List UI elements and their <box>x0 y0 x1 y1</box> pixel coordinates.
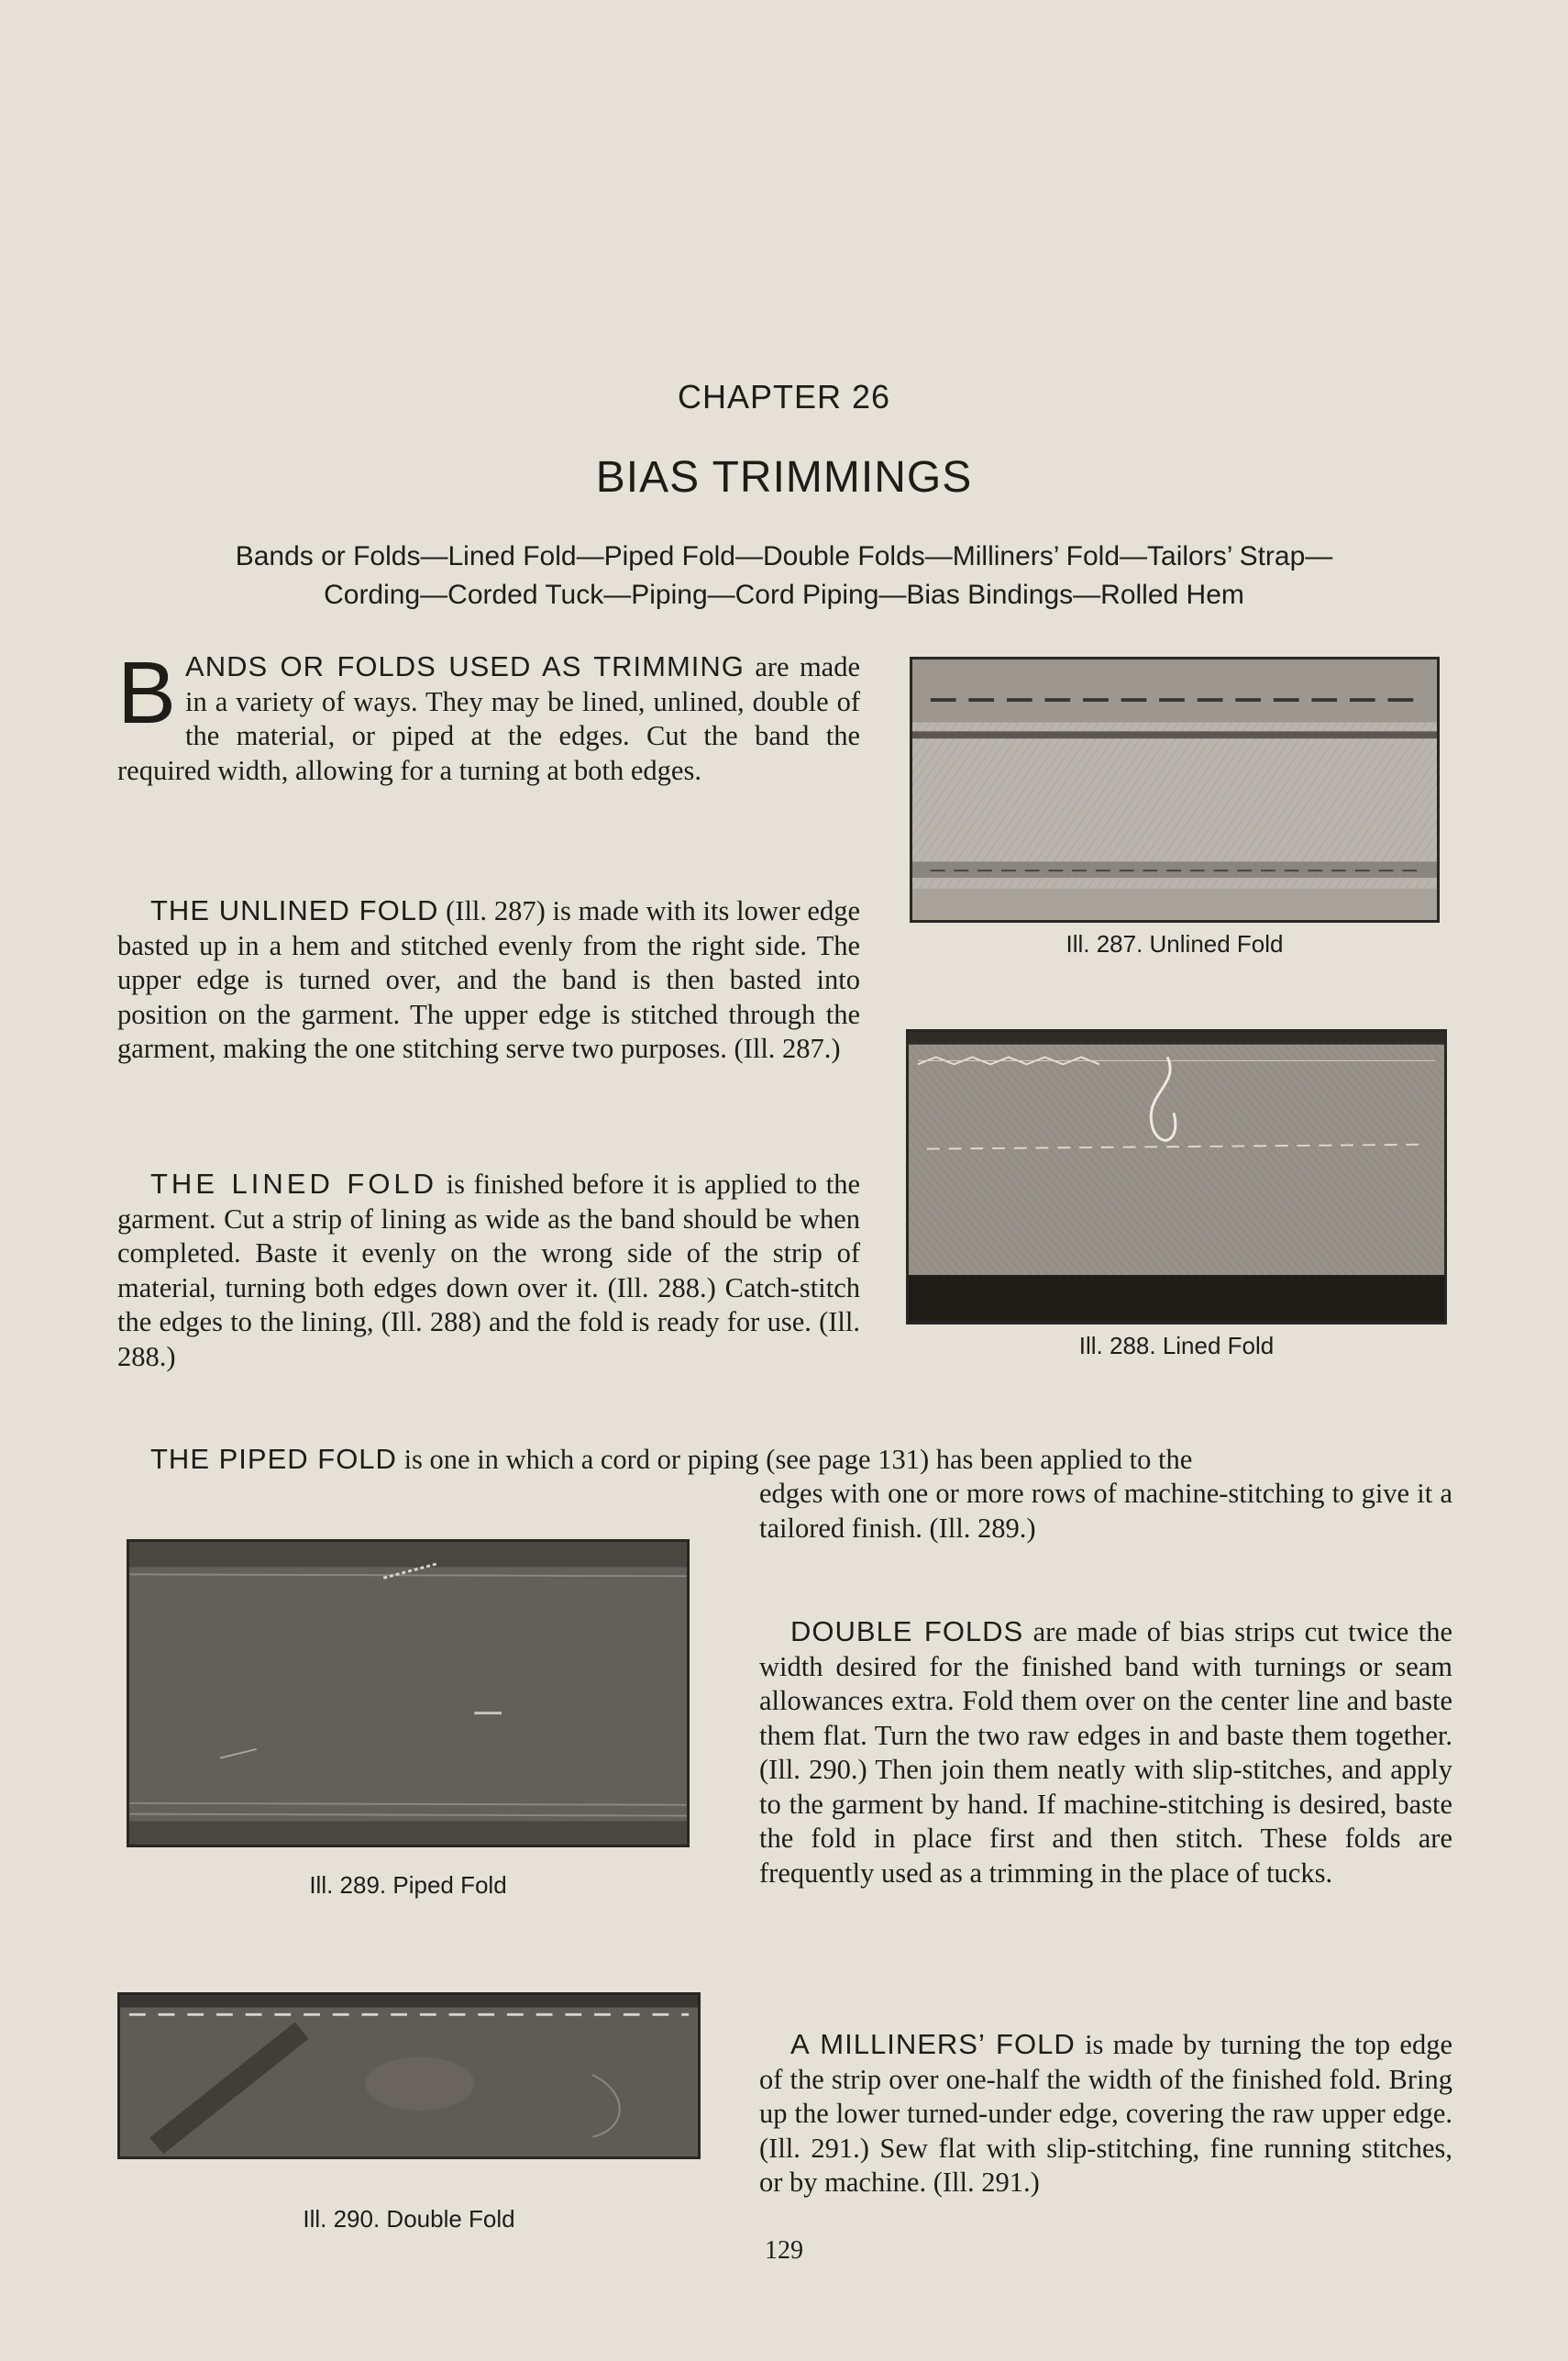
piped-paragraph-first-line <box>150 1442 1452 1478</box>
unlined-text: (Ill. 287) is made with its lower edge basted up in a hem and stitched evenly from the right side. The upper edge is turned over, and the band is then basted into position on the garment. The upper edge is stitched through the garment, making the one stitching serve two purposes. (Ill. 287.) <box>117 895 861 1064</box>
chapter-heading: CHAPTER 26 <box>677 378 891 416</box>
lined-text: is finished before it is applied to the garment. Cut a strip of lining as wide as the band should be when completed. Baste it evenly on the wrong side of the strip of material, turning both edges down over it. (Ill. 288.) Catch-stitch the edges to the lining, (Ill. 288) and the fold is ready for use. (Ill. 288.) <box>117 1169 860 1372</box>
bands-lead: ANDS OR FOLDS USED AS TRIMMING <box>185 650 745 682</box>
double-text: are made of bias strips cut twice the width desired for the finished band with turnings or seam allowances extra. Fold them over on the center line and baste them flat. Turn the two raw edges in and baste them together. (Ill. 290.) Then join them neatly with slip-stitches, and apply to the garment by hand. If machine-stitching is desired, baste the fold in place first and then stitch. These folds are frequently used as a trimming in the place of tucks. <box>759 1616 1452 1889</box>
ill-288-lined-fold-image <box>906 1029 1447 1325</box>
piped-text-first: is one in which a cord or piping (see page 131) has been applied to the <box>396 1444 1193 1475</box>
page-title: BIAS TRIMMINGS <box>595 453 973 502</box>
ill-288-caption: Ill. 288. Lined Fold <box>1078 1332 1275 1359</box>
unlined-lead: THE UNLINED FOLD <box>150 894 439 926</box>
page-number: 129 <box>765 2236 803 2265</box>
ill-290-caption: Ill. 290. Double Fold <box>303 2205 515 2233</box>
milliners-text: is made by turning the top edge of the strip over one-half the width of the finished fold. Bring up the lower turned-under edge, covering the raw upper edge. (Ill. 291.) Sew flat with slip-stitching, fine running stitches, or by machine. (Ill. 291.) <box>759 2029 1452 2198</box>
drop-cap: B <box>117 644 177 742</box>
ill-287-caption: Ill. 287. Unlined Fold <box>1066 930 1284 958</box>
subtitle-line-1: Bands or Folds—Lined Fold—Piped Fold—Double Folds—Milliners’ Fold—Tailors’ Strap— <box>235 541 1333 571</box>
piped-paragraph-rest: edges with one or more rows of machine-stitching to give it a tailored finish. (Ill. 289.) <box>759 1478 1452 1544</box>
ill-290-double-fold-image <box>117 1992 701 2159</box>
double-lead: DOUBLE FOLDS <box>790 1615 1024 1647</box>
ill-289-caption: Ill. 289. Piped Fold <box>309 1871 507 1899</box>
bands-text: are made in a variety of ways. They may be lined, unlined, double of the material, or piped at the edges. Cut the band the required width, allowing for a turning at both edges. <box>117 651 861 786</box>
milliners-lead: A MILLINERS’ FOLD <box>790 2028 1076 2060</box>
unlined-paragraph <box>117 893 860 1067</box>
bands-paragraph <box>117 644 861 788</box>
double-paragraph <box>759 1614 1452 1890</box>
ill-287-unlined-fold-image <box>910 657 1440 923</box>
piped-lead: THE PIPED FOLD <box>150 1443 397 1475</box>
milliners-paragraph <box>759 2027 1452 2200</box>
ill-289-piped-fold-image <box>127 1539 690 1847</box>
lined-paragraph <box>117 1167 860 1374</box>
subtitle-line-2: Cording—Corded Tuck—Piping—Cord Piping—Bias Bindings—Rolled Hem <box>324 580 1244 610</box>
lined-lead: THE LINED FOLD <box>150 1168 438 1200</box>
